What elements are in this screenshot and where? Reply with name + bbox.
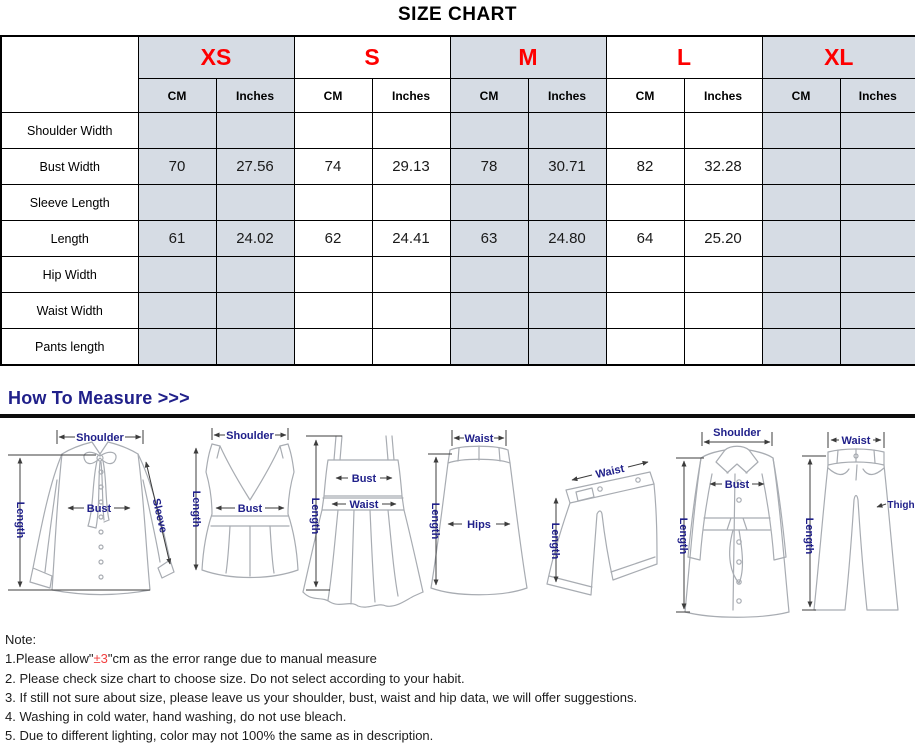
cell — [216, 293, 294, 329]
cell: 25.20 — [684, 221, 762, 257]
shorts-length-label: Length — [549, 522, 561, 560]
tank-shoulder-label: Shoulder — [226, 430, 274, 442]
unit-header: Inches — [372, 79, 450, 113]
size-header-s: S — [294, 36, 450, 79]
measurement-diagrams — [0, 420, 915, 625]
cell — [216, 257, 294, 293]
row-label: Bust Width — [1, 149, 138, 185]
cell — [138, 113, 216, 149]
tank-bust-label: Bust — [237, 503, 263, 515]
skirt-diagram — [428, 430, 527, 595]
row-label: Sleeve Length — [1, 185, 138, 221]
tank-top-diagram — [190, 428, 298, 578]
cell — [762, 257, 840, 293]
cell: 61 — [138, 221, 216, 257]
table-row — [1, 257, 915, 293]
cell — [450, 113, 528, 149]
shorts-diagram — [547, 462, 657, 595]
shorts-waist-label: Waist — [594, 462, 626, 482]
cell — [840, 257, 915, 293]
row-label: Waist Width — [1, 293, 138, 329]
unit-header: Inches — [528, 79, 606, 113]
note-line-5: 5. Due to different lighting, color may not 100% the same as in description. — [5, 728, 434, 744]
cell — [684, 329, 762, 366]
slip-dress-diagram — [303, 436, 423, 607]
blouse-length-label: Length — [14, 501, 26, 539]
unit-header: CM — [294, 79, 372, 113]
cell — [138, 185, 216, 221]
row-label: Hip Width — [1, 257, 138, 293]
cell: 24.02 — [216, 221, 294, 257]
cell — [684, 185, 762, 221]
cell — [684, 257, 762, 293]
row-label: Pants length — [1, 329, 138, 366]
cell — [372, 329, 450, 366]
cell: 24.41 — [372, 221, 450, 257]
cell: 78 — [450, 149, 528, 185]
table-corner-cell — [1, 36, 138, 113]
cell — [294, 257, 372, 293]
cell — [216, 113, 294, 149]
blouse-diagram — [8, 430, 174, 595]
unit-header: Inches — [216, 79, 294, 113]
cell — [840, 149, 915, 185]
cell — [294, 329, 372, 366]
dress-bust-label: Bust — [351, 473, 377, 485]
pants-waist-label: Waist — [841, 435, 871, 447]
cell — [216, 185, 294, 221]
note-line-4: 4. Washing in cold water, hand washing, do not use bleach. — [5, 709, 347, 725]
size-header-xs: XS — [138, 36, 294, 79]
cell: 29.13 — [372, 149, 450, 185]
row-label: Shoulder Width — [1, 113, 138, 149]
cell — [684, 293, 762, 329]
table-row — [1, 293, 915, 329]
cell — [294, 113, 372, 149]
cell: 74 — [294, 149, 372, 185]
cell — [840, 293, 915, 329]
cell — [606, 329, 684, 366]
cell — [762, 149, 840, 185]
cell — [528, 329, 606, 366]
cell — [216, 329, 294, 366]
blouse-bust-label: Bust — [86, 503, 112, 515]
note-line-3: 3. If still not sure about size, please leave us your shoulder, bust, waist and hip data, we will offer suggestions. — [5, 689, 638, 705]
tank-length-label: Length — [190, 490, 202, 528]
cell — [450, 185, 528, 221]
unit-header: CM — [138, 79, 216, 113]
trench-coat-diagram — [676, 427, 789, 617]
cell: 24.80 — [528, 221, 606, 257]
note-line-2: 2. Please check size chart to choose size. Do not select according to your habit. — [5, 670, 465, 686]
unit-header: CM — [606, 79, 684, 113]
cell — [528, 293, 606, 329]
note-line-1: 1.Please allow"±3"cm as the error range due to manual measure — [5, 651, 377, 667]
cell: 70 — [138, 149, 216, 185]
skirt-hips-label: Hips — [467, 519, 491, 531]
notes-section — [5, 630, 910, 746]
size-header-m: M — [450, 36, 606, 79]
cell — [762, 293, 840, 329]
blouse-sleeve-label: Sleeve — [149, 497, 170, 535]
cell — [762, 185, 840, 221]
cell — [762, 329, 840, 366]
cell — [840, 185, 915, 221]
pants-diagram — [802, 432, 915, 610]
cell — [450, 329, 528, 366]
size-header-xl: XL — [762, 36, 915, 79]
cell — [138, 329, 216, 366]
cell: 27.56 — [216, 149, 294, 185]
cell — [528, 185, 606, 221]
cell — [294, 293, 372, 329]
cell: 82 — [606, 149, 684, 185]
dress-waist-label: Waist — [349, 499, 379, 511]
cell — [762, 221, 840, 257]
size-chart-table — [0, 35, 915, 366]
cell — [372, 293, 450, 329]
unit-header: Inches — [840, 79, 915, 113]
unit-header: CM — [762, 79, 840, 113]
coat-bust-label: Bust — [724, 479, 750, 491]
cell: 32.28 — [684, 149, 762, 185]
pants-length-label: Length — [803, 517, 815, 555]
unit-header: CM — [450, 79, 528, 113]
cell — [840, 221, 915, 257]
cell: 30.71 — [528, 149, 606, 185]
cell: 62 — [294, 221, 372, 257]
cell — [606, 185, 684, 221]
cell — [840, 113, 915, 149]
cell — [372, 185, 450, 221]
cell — [840, 329, 915, 366]
cell — [606, 293, 684, 329]
cell: 63 — [450, 221, 528, 257]
cell — [762, 113, 840, 149]
cell — [450, 293, 528, 329]
notes-heading: Note: — [5, 632, 37, 647]
cell — [684, 113, 762, 149]
coat-length-label: Length — [677, 517, 689, 555]
cell — [606, 113, 684, 149]
row-label: Length — [1, 221, 138, 257]
skirt-waist-label: Waist — [464, 433, 494, 445]
blouse-shoulder-label: Shoulder — [76, 432, 124, 444]
cell — [450, 257, 528, 293]
cell — [138, 293, 216, 329]
size-header-l: L — [606, 36, 762, 79]
cell — [294, 185, 372, 221]
cell — [138, 257, 216, 293]
divider-rule — [0, 414, 915, 418]
how-to-measure-heading: How To Measure >>> — [8, 388, 190, 408]
unit-header: Inches — [684, 79, 762, 113]
cell — [528, 257, 606, 293]
cell — [606, 257, 684, 293]
table-row — [1, 113, 915, 149]
table-row — [1, 329, 915, 366]
cell: 64 — [606, 221, 684, 257]
pants-thigh-label: Thigh — [887, 500, 915, 511]
cell — [528, 113, 606, 149]
skirt-length-label: Length — [429, 502, 441, 540]
cell — [372, 113, 450, 149]
dress-length-label: Length — [309, 497, 321, 535]
coat-shoulder-label: Shoulder — [713, 427, 761, 439]
table-row — [1, 185, 915, 221]
cell — [372, 257, 450, 293]
page-title: SIZE CHART — [398, 4, 517, 25]
note-tolerance-value: ±3 — [93, 651, 108, 667]
table-row — [1, 221, 915, 257]
table-row — [1, 149, 915, 185]
